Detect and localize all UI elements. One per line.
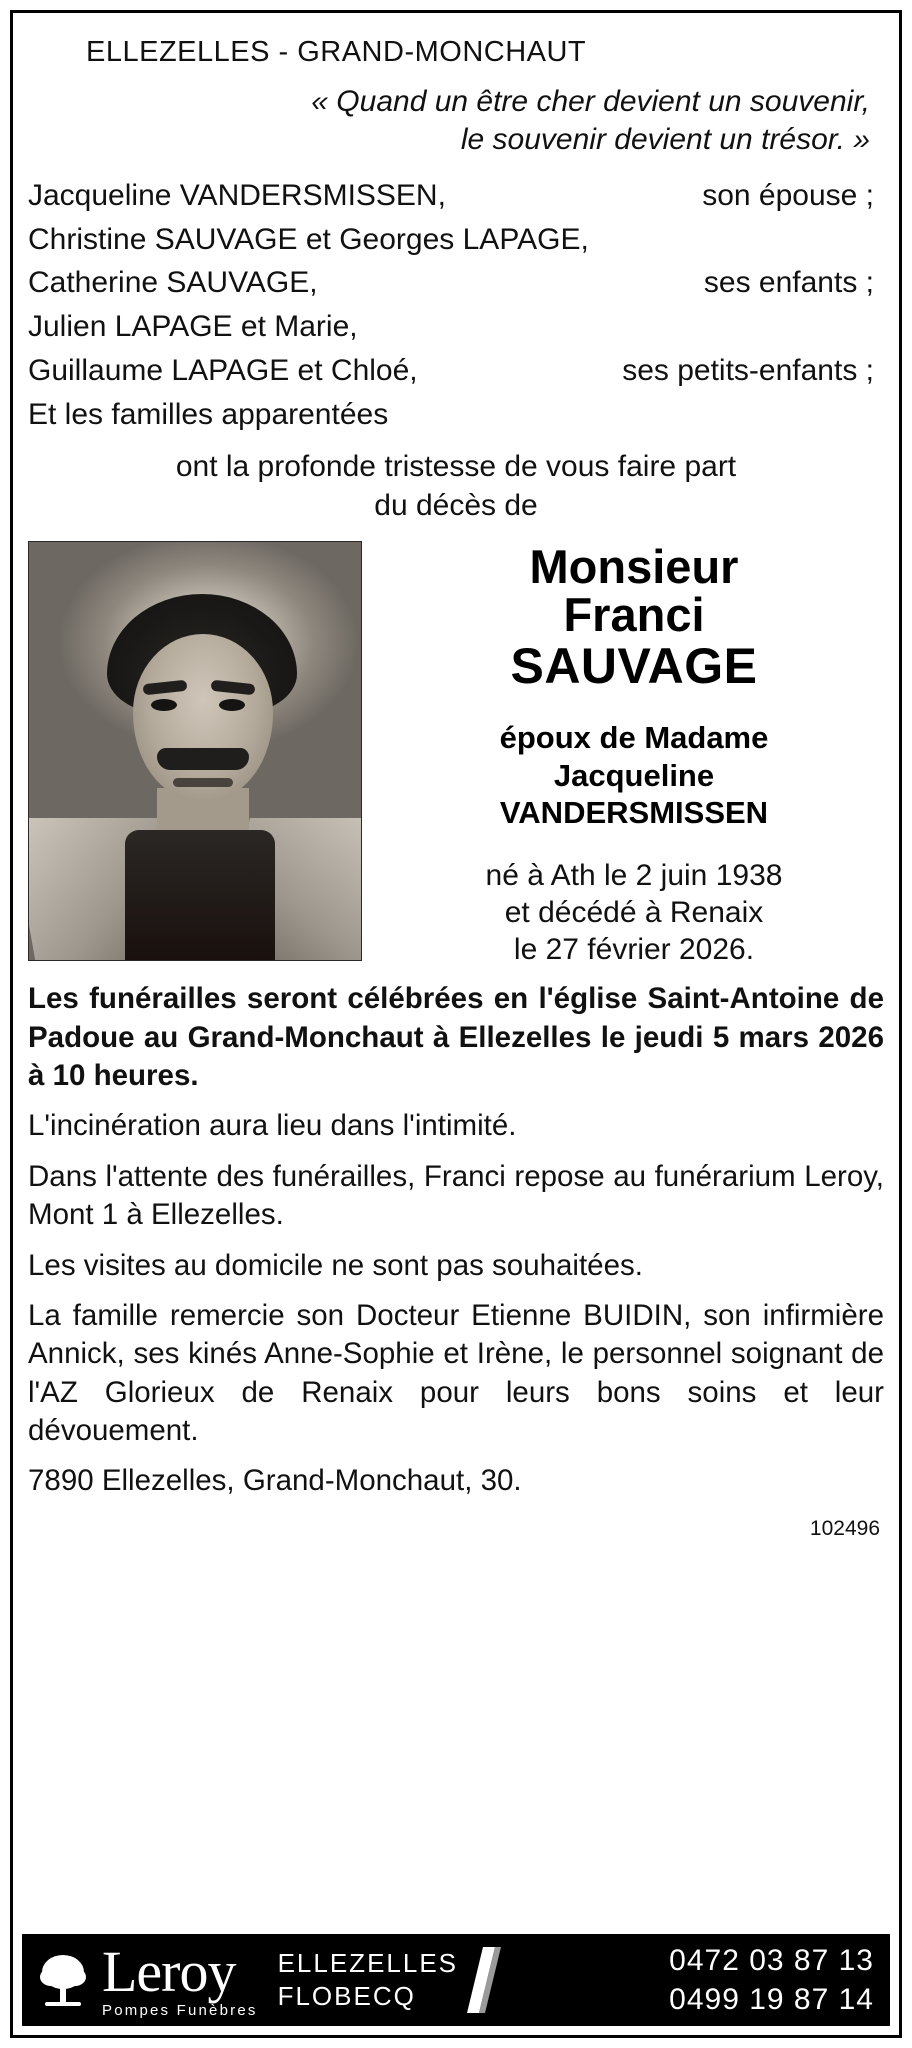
portrait-face xyxy=(133,634,273,799)
quote-block xyxy=(88,83,870,160)
town-ellezelles: ELLEZELLES xyxy=(277,1947,459,1978)
spouse-line-2: Jacqueline xyxy=(553,757,715,793)
family-row xyxy=(28,218,874,262)
deceased-dates xyxy=(384,857,884,969)
announcement-line-2: du décès de xyxy=(374,488,538,522)
family-row xyxy=(28,305,874,349)
deceased-details xyxy=(362,541,884,969)
divider-slash-icon xyxy=(458,1945,504,2015)
deceased-section xyxy=(28,541,884,969)
deceased-firstname: Franci xyxy=(563,588,705,642)
family-name: Christine SAUVAGE et Georges LAPAGE, xyxy=(28,222,589,256)
announcement-line-1: ont la profonde tristesse de vous faire part xyxy=(175,449,737,483)
visits-info: Les visites au domicile ne sont pas souhaitées. xyxy=(28,1248,643,1282)
quote-line-2: le souvenir devient un trésor. » xyxy=(460,123,870,157)
family-relation: son épouse ; xyxy=(702,178,874,212)
family-row xyxy=(28,174,874,218)
deceased-spouse xyxy=(384,719,884,831)
funeral-info: Les funérailles seront célébrées en l'église Saint-Antoine de Padoue au Grand-Monchaut à Ellezelles le jeudi 5 mars 2026 à 10 heures. xyxy=(28,982,884,1093)
quote-line-1: « Quand un être cher devient un souvenir, xyxy=(311,85,870,118)
family-relation: ses enfants ; xyxy=(703,266,874,300)
family-relation: ses petits-enfants ; xyxy=(622,353,874,387)
company-subtitle: Pompes Funèbres xyxy=(102,2001,258,2019)
portrait-shirt xyxy=(125,830,275,961)
portrait-eye-right xyxy=(219,699,245,711)
notice-content xyxy=(22,24,890,1541)
family-extra: Et les familles apparentées xyxy=(28,397,389,431)
announcement xyxy=(28,447,884,525)
death-date-line: le 27 février 2026. xyxy=(513,933,755,967)
portrait-eye-left xyxy=(151,699,177,711)
reference-number: 102496 xyxy=(809,1516,880,1540)
family-name: Julien LAPAGE et Marie, xyxy=(28,310,358,344)
thanks-info: La famille remercie son Docteur Etienne BUIDIN, son infirmière Annick, ses kinés Anne-Sophie et Irène, le personnel soignant de l'AZ Glorieux de Renaix pour leurs bons soins et leur dévouement. xyxy=(28,1298,884,1447)
portrait-mustache xyxy=(157,748,249,770)
portrait-mouth xyxy=(173,778,233,787)
family-row xyxy=(28,261,874,305)
family-name: Guillaume LAPAGE et Chloé, xyxy=(28,353,418,387)
tree-icon xyxy=(32,1947,94,2013)
deceased-title: Monsieur xyxy=(529,539,739,593)
phone-secondary: 0499 19 87 14 xyxy=(669,1983,874,2016)
towns-block xyxy=(258,1947,458,2014)
birth-line: né à Ath le 2 juin 1938 xyxy=(485,858,783,892)
phone-primary: 0472 03 87 13 xyxy=(669,1944,874,1977)
family-name: Catherine SAUVAGE, xyxy=(28,266,318,300)
family-list xyxy=(28,174,884,437)
family-name: Jacqueline VANDERSMISSEN, xyxy=(28,178,446,212)
locality-heading: ELLEZELLES - GRAND-MONCHAUT xyxy=(86,36,587,68)
funeral-home-banner xyxy=(22,1934,890,2026)
phones-block xyxy=(504,1941,880,2019)
spouse-line-3: VANDERSMISSEN xyxy=(499,794,769,830)
town-flobecq: FLOBECQ xyxy=(277,1981,416,2011)
cremation-info: L'incinération aura lieu dans l'intimité. xyxy=(28,1109,517,1143)
family-row xyxy=(28,349,874,393)
company-block xyxy=(94,1938,258,2019)
spouse-line-1: époux de Madame xyxy=(499,720,769,756)
address-info: 7890 Ellezelles, Grand-Monchaut, 30. xyxy=(28,1464,522,1498)
repose-info: Dans l'attente des funérailles, Franci repose au funérarium Leroy, Mont 1 à Ellezelles. xyxy=(28,1159,884,1232)
deceased-lastname: SAUVAGE xyxy=(510,638,758,695)
company-name: Leroy xyxy=(102,1938,236,2004)
portrait-photo xyxy=(28,541,362,961)
death-place-line: et décédé à Renaix xyxy=(504,896,764,930)
